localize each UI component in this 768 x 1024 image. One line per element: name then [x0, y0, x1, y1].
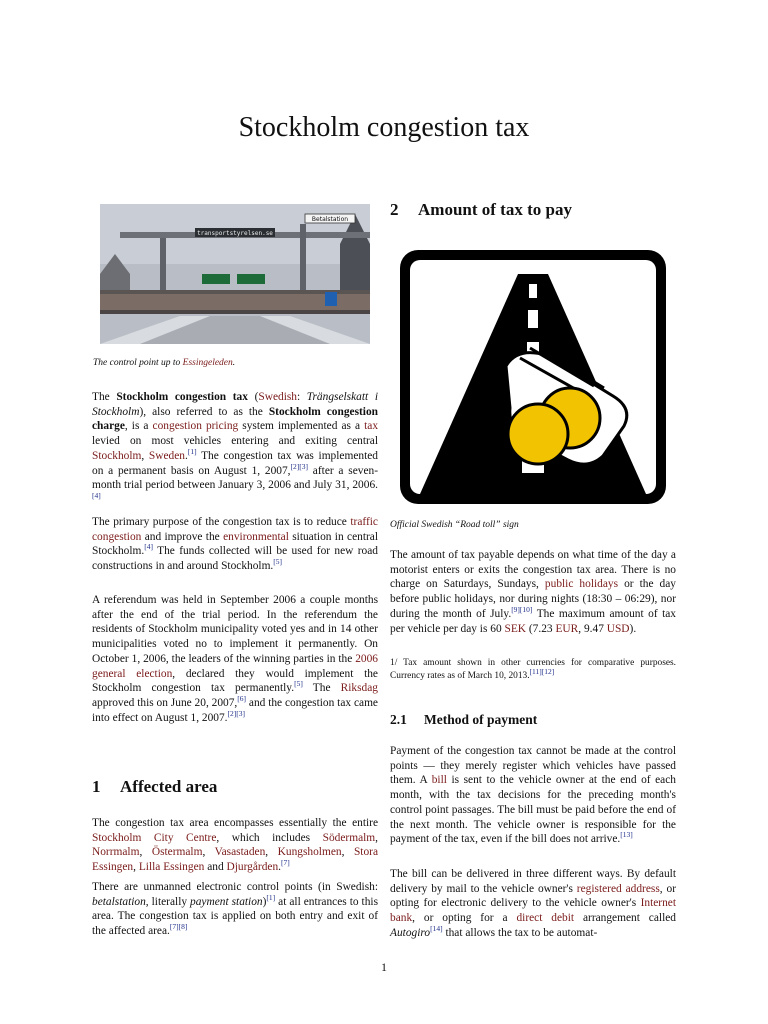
- section-2-1-heading: 2.1 Method of payment: [390, 712, 538, 727]
- citation-ref[interactable]: [13]: [620, 830, 633, 840]
- wiki-link[interactable]: USD: [606, 622, 630, 635]
- betalstation-sign-text: Betalstation: [311, 216, 349, 223]
- text-run: .: [185, 449, 188, 462]
- essingeleden-link[interactable]: Essingeleden: [182, 358, 233, 368]
- wiki-link[interactable]: public holidays: [544, 578, 619, 591]
- citation-ref[interactable]: [2][3]: [227, 708, 246, 718]
- intro-paragraph-1: [92, 390, 378, 508]
- text-run: ,: [141, 449, 149, 462]
- text-run: after a seven-month trial period between January 3, 2006 and July 31, 2006.: [92, 464, 378, 492]
- text-run: or the day before public holidays, nor during nights (18:30 – 06:29), nor during the month of July.: [390, 578, 676, 620]
- text-run: system implemented as a: [238, 420, 365, 433]
- text-run: and: [204, 861, 227, 874]
- text-run: , which includes: [216, 831, 323, 844]
- intro-paragraph-3: [92, 593, 378, 725]
- text-run: The congestion tax was implemented on a permanent basis on August 1, 2007,: [92, 449, 378, 477]
- italic-text: Autogiro: [390, 926, 431, 939]
- wiki-link[interactable]: Sweden: [148, 449, 185, 462]
- wiki-link[interactable]: Lilla Essingen: [138, 861, 205, 874]
- citation-ref[interactable]: [4]: [92, 491, 101, 501]
- citation-ref[interactable]: [5]: [273, 557, 283, 567]
- text-run: arrangement called: [574, 912, 676, 925]
- text-run: , literally: [145, 895, 191, 908]
- control-point-image: [100, 204, 370, 344]
- wiki-link[interactable]: registered address: [576, 882, 660, 895]
- overhead-sign-text: transportstyrelsen.se: [197, 230, 273, 237]
- wiki-link[interactable]: Södermalm: [322, 831, 376, 844]
- intro-paragraph-2: [92, 515, 378, 574]
- text-run: The amount of tax payable depends on what time of the day a motorist enters or exits the congestion tax area. There is no charge on Saturdays, Sundays,: [390, 549, 676, 591]
- road-toll-sign-icon: [398, 248, 668, 506]
- text-run: and improve the: [141, 530, 224, 543]
- section-1-paragraph-1: [92, 816, 378, 875]
- text-run: ,: [133, 861, 139, 874]
- wiki-link[interactable]: Stockholm: [92, 449, 142, 462]
- wiki-link[interactable]: Swedish: [258, 391, 297, 403]
- citation-ref[interactable]: [14]: [430, 924, 443, 934]
- wiki-link[interactable]: Vasastaden: [214, 846, 266, 859]
- section-2-1-paragraph-2: [390, 867, 676, 941]
- wiki-link[interactable]: direct debit: [516, 912, 575, 925]
- citation-ref[interactable]: [1]: [187, 447, 197, 457]
- text-run: ,: [341, 846, 354, 859]
- text-run: The bill can be delivered in three different ways. By default delivery by mail to the vehicle owner's: [390, 868, 676, 895]
- text-run: , 9.47: [578, 622, 607, 635]
- text-run: (: [247, 391, 259, 403]
- text-run: , is a: [124, 420, 153, 433]
- wiki-link[interactable]: Norrmalm: [92, 846, 140, 859]
- section-2-paragraph-1: [390, 548, 676, 636]
- road-toll-sign: [398, 248, 668, 506]
- control-point-photo: [100, 204, 370, 344]
- wiki-link[interactable]: 2006 general election: [92, 652, 378, 680]
- bold-text: Stockholm congestion tax: [116, 391, 248, 403]
- citation-ref[interactable]: [6]: [237, 694, 247, 704]
- wiki-link[interactable]: bill: [431, 774, 447, 787]
- wiki-link[interactable]: Stockholm City Centre: [92, 831, 217, 844]
- text-run: approved this on June 20, 2007,: [92, 696, 238, 709]
- page-title: Stockholm congestion tax: [238, 112, 530, 143]
- text-run: 1/ Tax amount shown in other currencies for comparative purposes. Currency rates as of March 10, 2013.: [390, 658, 676, 681]
- text-run: ).: [629, 622, 637, 635]
- text-run: The funds collected will be used for new road constructions in and around Stockholm.: [92, 545, 378, 573]
- text-run: , or opting for electronic delivery to the vehicle owner's: [390, 882, 676, 910]
- wiki-link[interactable]: Stora Essingen: [92, 846, 379, 874]
- text-run: A referendum was held in September 2006 a couple months after the end of the trial period. In the referendum the residents of Stockholm municipality voted yes and in 14 other municipalities voted no to implement it permanently. On October 1, 2006, the leaders of the winning parties in the: [92, 594, 378, 665]
- citation-ref[interactable]: [4]: [144, 542, 153, 552]
- wiki-link[interactable]: traffic congestion: [92, 516, 378, 543]
- section-2-heading: 2 Amount of tax to pay: [390, 200, 572, 219]
- currency-note: [390, 657, 676, 683]
- italic-text: payment station: [190, 895, 263, 908]
- text-run: that allows the tax to be automat-: [442, 926, 598, 939]
- wiki-link[interactable]: Kungsholmen: [277, 846, 342, 859]
- text-run: (7.23: [526, 622, 556, 635]
- italic-text: betalstation: [92, 895, 146, 908]
- text-run: and the congestion tax came into effect on August 1, 2007.: [92, 696, 378, 724]
- text-run: at all entrances to this area. The congestion tax is applied on both entry and exit of the affected area.: [92, 895, 379, 938]
- sign-caption: Official Swedish “Road toll” sign: [390, 520, 519, 530]
- text-run: levied on most vehicles entering and exiting central: [92, 435, 378, 448]
- wiki-link[interactable]: tax: [364, 420, 379, 433]
- italic-text: Trängselskatt i Stockholm: [92, 391, 378, 418]
- text-run: ,: [139, 846, 152, 859]
- citation-ref[interactable]: [7]: [281, 858, 290, 868]
- text-run: The primary purpose of the congestion tax is to reduce: [92, 516, 351, 528]
- wiki-link[interactable]: EUR: [555, 622, 579, 635]
- text-run: , declared they would implement the Stockholm congestion tax permanently.: [92, 667, 378, 695]
- text-run: Payment of the congestion tax cannot be made at the control points — they merely register which vehicles have passed them. A: [390, 745, 676, 787]
- text-run: , or opting for a: [412, 912, 517, 925]
- bold-text: Stockholm congestion charge: [92, 405, 378, 433]
- citation-ref[interactable]: [7][8]: [169, 922, 188, 932]
- wiki-link[interactable]: congestion pricing: [152, 420, 239, 433]
- wiki-link[interactable]: Östermalm: [151, 846, 203, 859]
- citation-ref[interactable]: [5]: [294, 679, 303, 689]
- section-1-heading: 1 Affected area: [92, 777, 218, 796]
- wiki-link[interactable]: Internet bank: [390, 897, 676, 925]
- wiki-link[interactable]: Riksdag: [340, 682, 378, 695]
- section-1-paragraph-2: [92, 880, 378, 939]
- citation-ref[interactable]: [1]: [266, 892, 276, 902]
- citation-ref[interactable]: [2][3]: [290, 461, 309, 471]
- text-run: The: [302, 682, 341, 695]
- text-run: The congestion tax area encompasses essentially the entire: [92, 817, 378, 829]
- wiki-link[interactable]: environmental: [223, 530, 289, 543]
- citation-ref[interactable]: [9][10]: [511, 605, 533, 615]
- photo-caption: The control point up to Essingeleden.: [93, 358, 236, 368]
- text-run: ): [262, 895, 267, 908]
- text-run: :: [297, 391, 307, 403]
- text-run: is sent to the vehicle owner at the end of each month, with the tax decisions for the preceding month's control point passages. The bill must be paid before the end of the next month. The vehicle owner is responsible for the payment of the tax, even if the bill does not arrive.: [390, 774, 676, 846]
- text-run: ,: [375, 831, 379, 844]
- section-2-1-paragraph-1: [390, 744, 676, 847]
- wiki-link[interactable]: SEK: [504, 622, 527, 635]
- page-number: 1: [381, 960, 387, 974]
- citation-ref[interactable]: [11][12]: [529, 666, 555, 676]
- text-run: The: [92, 391, 117, 403]
- text-run: The maximum amount of tax per vehicle per day is 60: [390, 607, 676, 635]
- text-run: ), also referred to as the: [139, 405, 269, 418]
- text-run: There are unmanned electronic control points (in Swedish:: [92, 881, 378, 893]
- text-run: .: [278, 861, 282, 874]
- text-run: ,: [202, 846, 215, 859]
- text-run: ,: [265, 846, 278, 859]
- wiki-link[interactable]: Djurgården: [226, 861, 279, 874]
- text-run: situation in central Stockholm.: [92, 530, 378, 558]
